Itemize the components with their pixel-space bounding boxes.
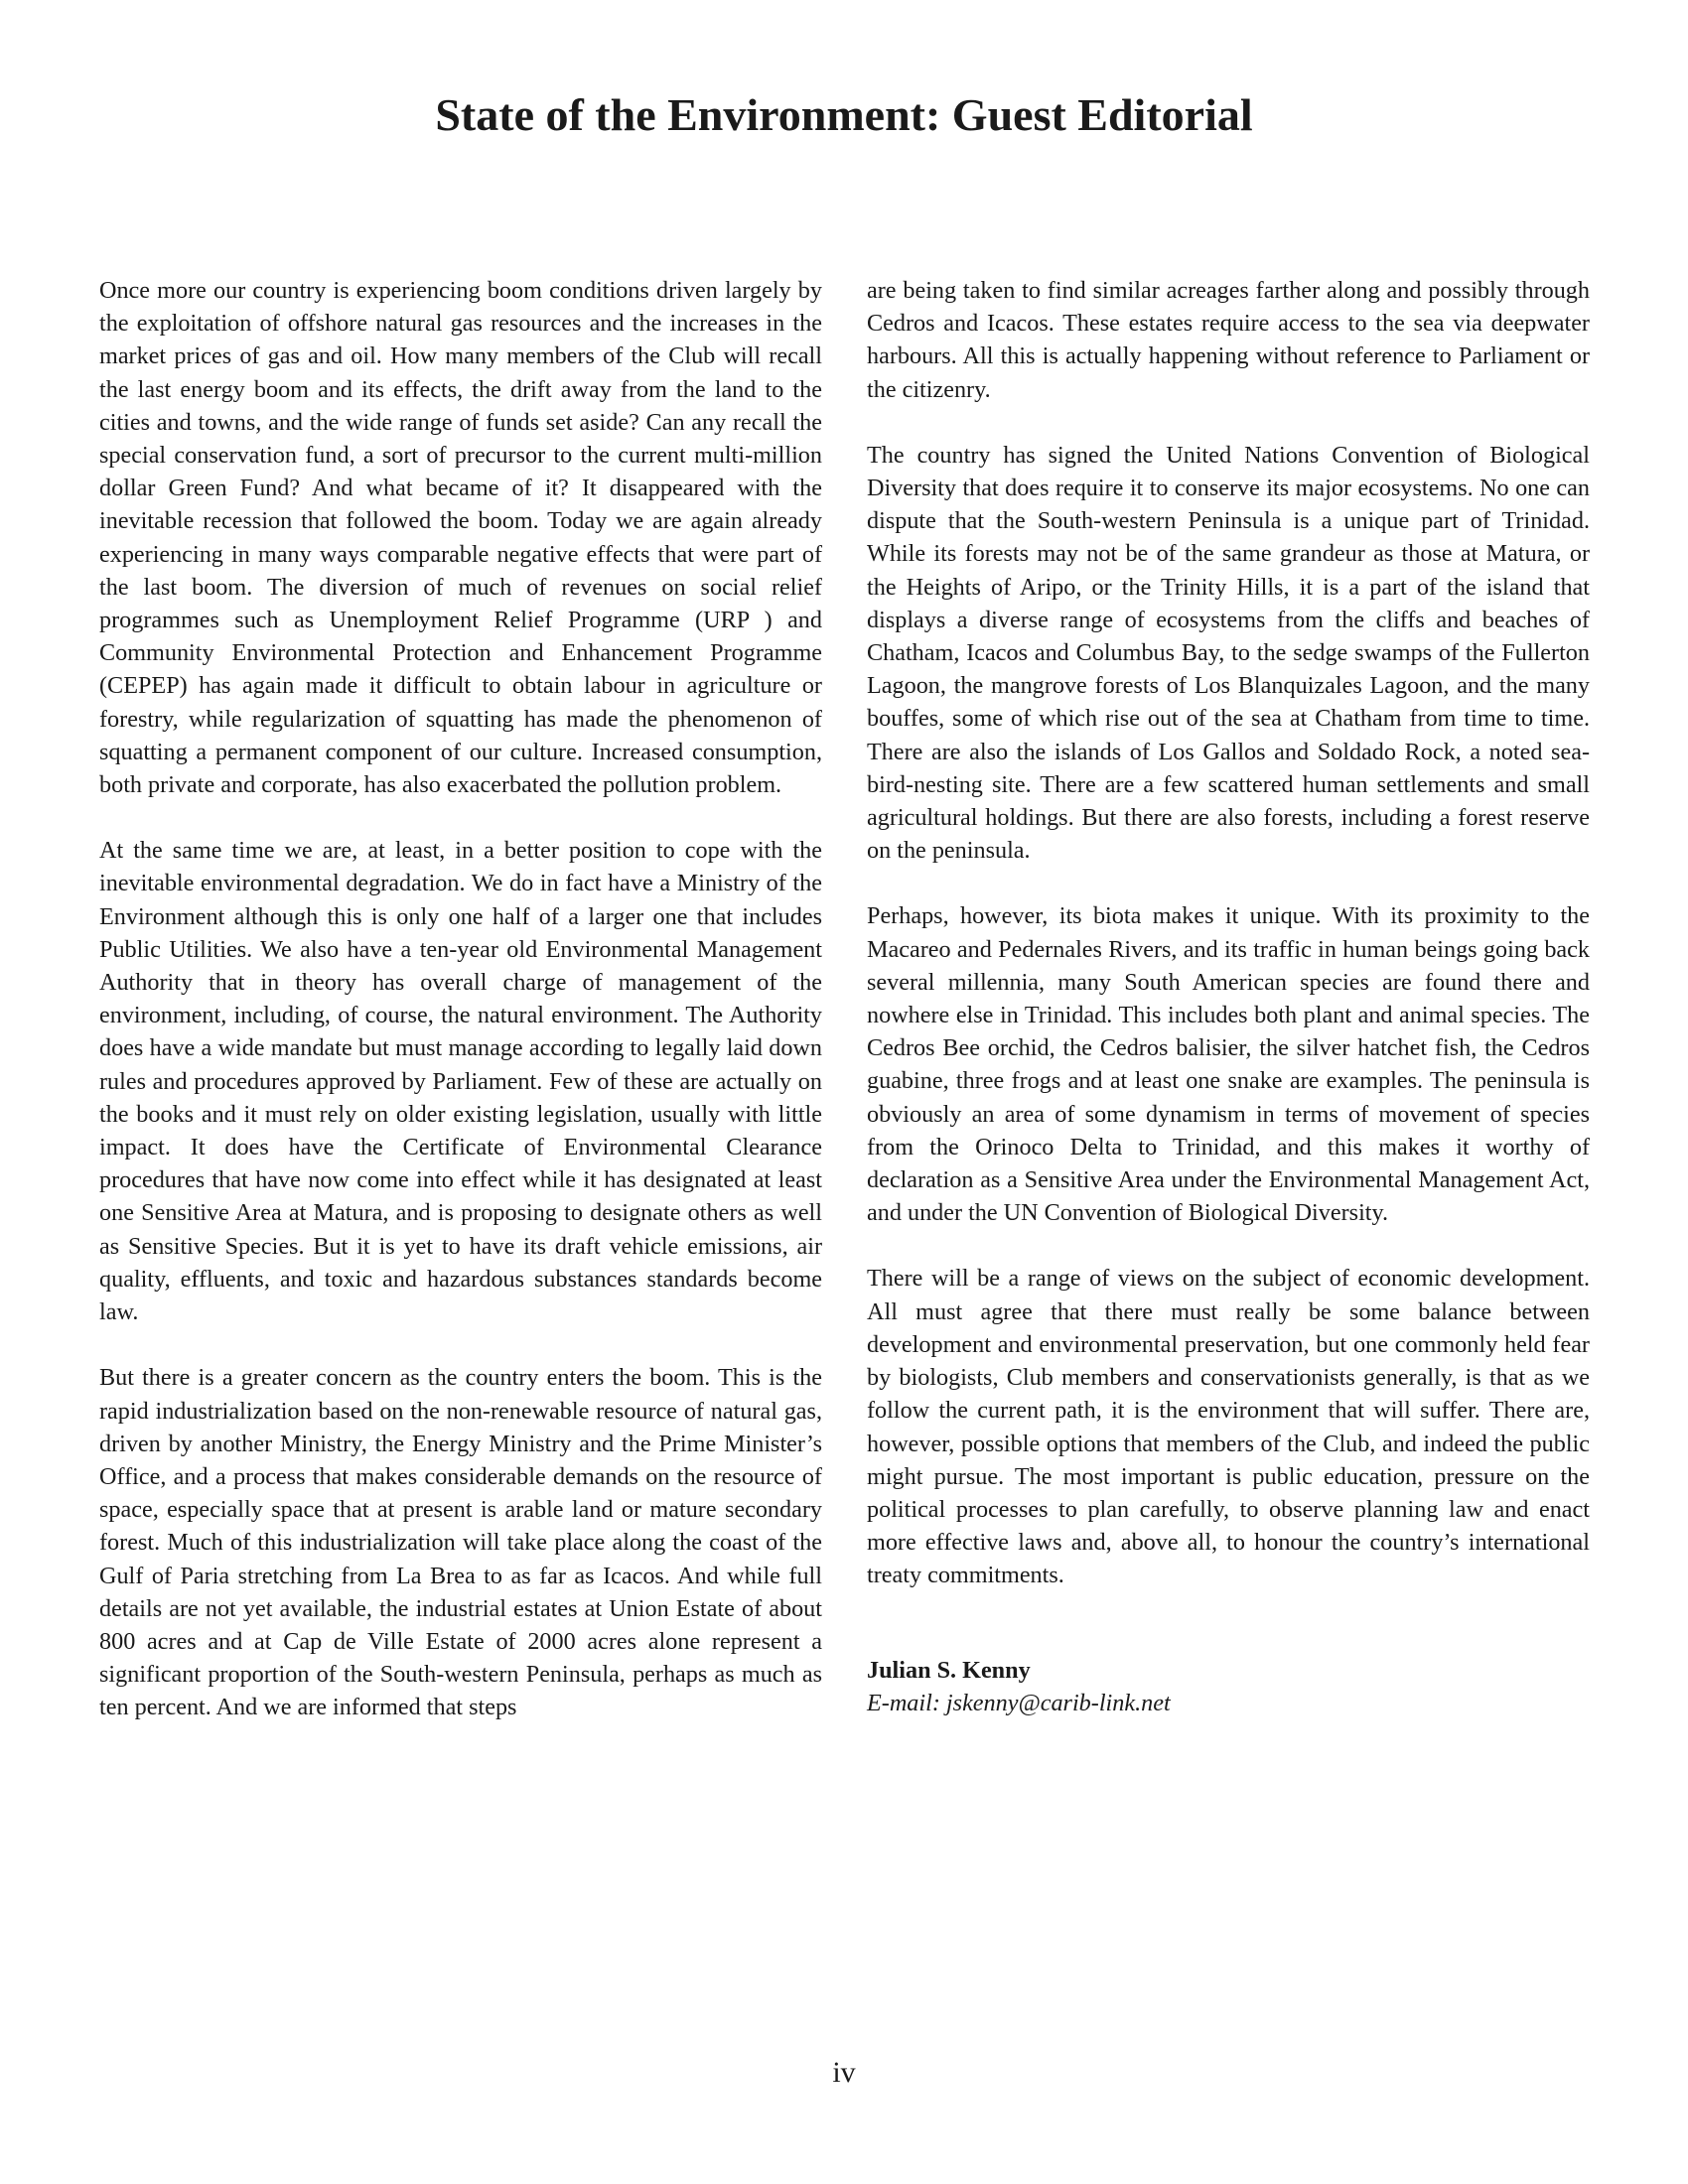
- right-column: [867, 274, 1590, 1719]
- page-number: iv: [832, 2056, 856, 2089]
- author-email: E-mail: jskenny@carib-link.net: [867, 1689, 1171, 1716]
- editorial-paragraph: At the same time we are, at least, in a better position to cope with the inevitable environmental degradation. We do in fact have a Ministry of the Environment although this is only one half of a larger one that includes Public Utilities. We also have a ten-year old Environmental Management Authority that in theory has overall charge of management of the environment, including, of course, the natural environment. The Authority does have a wide mandate but must manage according to legally laid down rules and procedures approved by Parliament. Few of these are actually on the books and it must rely on older existing legislation, usually with little impact. It does have the Certificate of Environmental Clearance procedures that have now come into effect while it has designated at least one Sensitive Area at Matura, and is proposing to designate others as well as Sensitive Species. But it is yet to have its draft vehicle emissions, air quality, effluents, and toxic and hazardous substances standards become law.: [99, 837, 822, 1326]
- editorial-paragraph: But there is a greater concern as the country enters the boom. This is the rapid industrialization based on the non-renewable resource of natural gas, driven by another Ministry, the Energy Ministry and the Prime Minister’s Office, and a process that makes considerable demands on the resource of space, especially space that at present is arable land or mature secondary forest. Much of this industrialization will take place along the coast of the Gulf of Paria stretching from La Brea to as far as Icacos. And while full details are not yet available, the industrial estates at Union Estate of about 800 acres and at Cap de Ville Estate of 2000 acres alone represent a significant proportion of the South-western Peninsula, perhaps as much as ten percent. And we are informed that steps: [99, 1364, 822, 1721]
- editorial-paragraph: Perhaps, however, its biota makes it unique. With its proximity to the Macareo and Pedernales Rivers, and its traffic in human beings going back several millennia, many South American species are found there and nowhere else in Trinidad. This includes both plant and animal species. The Cedros Bee orchid, the Cedros balisier, the silver hatchet fish, the Cedros guabine, three frogs and at least one snake are examples. The peninsula is obviously an area of some dynamism in terms of movement of species from the Orinoco Delta to Trinidad, and this makes it worthy of declaration as a Sensitive Area under the Environmental Management Act, and under the UN Convention of Biological Diversity.: [867, 902, 1590, 1227]
- author-name: Julian S. Kenny: [867, 1656, 1031, 1684]
- editorial-paragraph: The country has signed the United Nations Convention of Biological Diversity that does require it to conserve its major ecosystems. No one can dispute that the South-western Peninsula is a unique part of Trinidad. While its forests may not be of the same grandeur as those at Matura, or the Heights of Aripo, or the Trinity Hills, it is a part of the island that displays a diverse range of ecosystems from the cliffs and beaches of Chatham, Icacos and Columbus Bay, to the sedge swamps of the Fullerton Lagoon, the mangrove forests of Los Blanquizales Lagoon, and the many bouffes, some of which rise out of the sea at Chatham from time to time. There are also the islands of Los Gallos and Soldado Rock, a noted seabird-nesting site. There are a few scattered human settlements and small agricultural holdings. But there are also forests, including a forest reserve on the peninsula.: [867, 441, 1590, 865]
- editorial-paragraph: Once more our country is experiencing boom conditions driven largely by the exploitation of offshore natural gas resources and the increases in the market prices of gas and oil. How many members of the Club will recall the last energy boom and its effects, the drift away from the land to the cities and towns, and the wide range of funds set aside? Can any recall the special conservation fund, a sort of precursor to the current multi-million dollar Green Fund? And what became of it? It disappeared with the inevitable recession that followed the boom. Today we are again already experiencing in many ways comparable negative effects that were part of the last boom. The diversion of much of revenues on social relief programmes such as Unemployment Relief Programme (URP ) and Community Environmental Protection and Enhancement Programme (CEPEP) has again made it difficult to obtain labour in agriculture or forestry, while regularization of squatting has made the phenomenon of squatting a permanent component of our culture. Increased consumption, both private and corporate, has also exacerbated the pollution problem.: [99, 277, 822, 799]
- page-title: State of the Environment: Guest Editorial: [435, 89, 1253, 140]
- author-signature: [867, 1654, 1590, 1719]
- editorial-paragraph: are being taken to find similar acreages farther along and possibly through Cedros and Icacos. These estates require access to the sea via deepwater harbours. All this is actually happening without reference to Parliament or the citizenry.: [867, 277, 1590, 403]
- left-column: [99, 274, 822, 1757]
- editorial-paragraph: There will be a range of views on the subject of economic development. All must agree that there must really be some balance between development and environmental preservation, but one commonly held fear by biologists, Club members and conservationists generally, is that as we follow the current path, it is the environment that will suffer. There are, however, possible options that members of the Club, and indeed the public might pursue. The most important is public education, pressure on the political processes to plan carefully, to observe planning law and enact more effective laws and, above all, to honour the country’s international treaty commitments.: [867, 1265, 1590, 1589]
